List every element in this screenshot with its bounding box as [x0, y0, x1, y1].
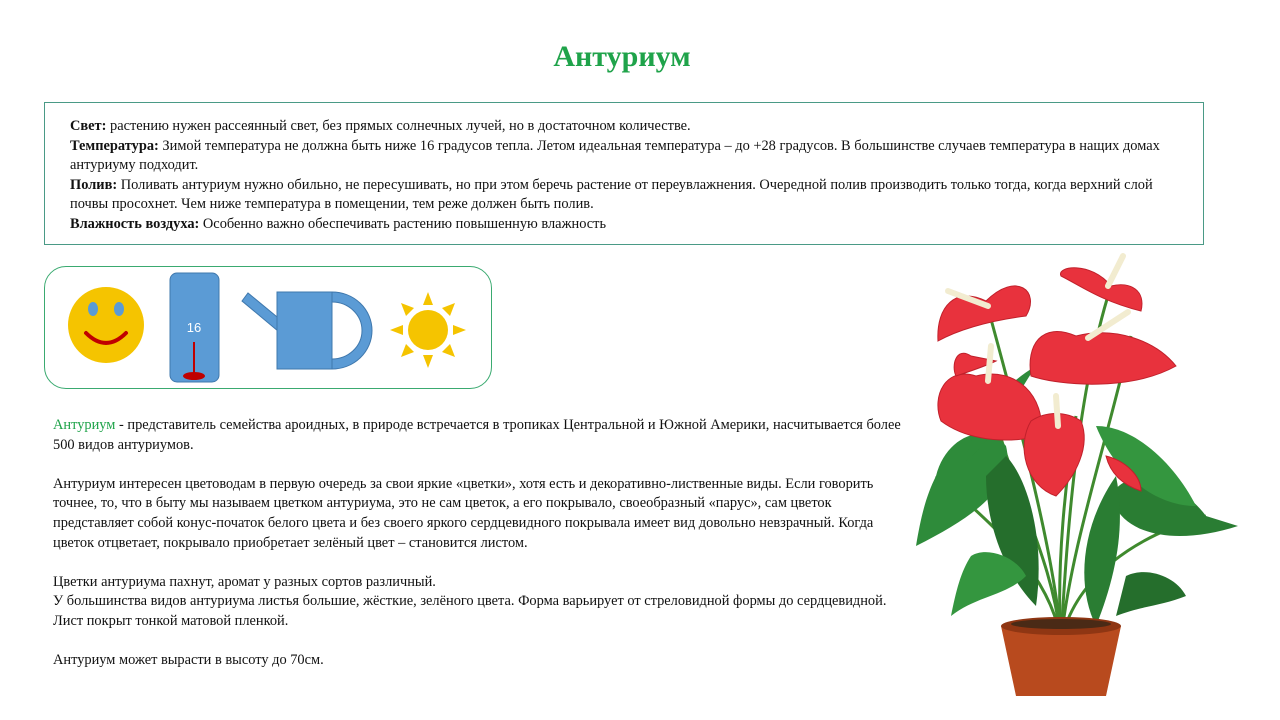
care-light — [70, 117, 1189, 137]
spathe — [938, 374, 1042, 440]
description — [53, 416, 913, 690]
light-label: Свет: — [70, 118, 107, 134]
scent-line: Цветки антуриума пахнут, аромат у разных сортов различный. — [53, 573, 436, 590]
light-text: растению нужен рассеянный свет, без прямых солнечных лучей, но в достаточном количестве. — [106, 118, 691, 134]
care-icons-panel — [44, 266, 492, 389]
page-title: Антуриум — [553, 40, 691, 73]
smiley-face-icon — [66, 285, 146, 365]
watering-can-icon — [240, 289, 375, 371]
care-watering — [70, 176, 1189, 215]
care-humidity — [70, 215, 1189, 235]
care-info-box — [44, 102, 1204, 245]
description-flowers: Антуриум интересен цветоводам в первую очередь за свои яркие «цветки», хотя есть и декоративно-лиственные виды. Если говорить точнее, то, что в быту мы называем цветком антуриума, это не сам цветок, а его покрывало, своеобразный «парус», сам цветок представляет собой конус-початок белого цвета и без своего яркого сердцевидного покрывала имеет вид довольно невзрачный. Когда цветок отцветает, покрывало приобретает зелёный цвет – становится листом. — [53, 475, 874, 551]
description-leaves — [53, 573, 913, 632]
watering-text: Поливать антуриум нужно обильно, не пересушивать, но при этом беречь растение от переувлажнения. Очередной полив производить только тогда, когда верхний слой почвы просохнет. Чем ниже температура в помещении, тем реже должен быть полив. — [70, 176, 1153, 213]
temperature-label: Температура: — [70, 137, 159, 154]
humidity-label: Влажность воздуха: — [70, 215, 200, 232]
intro-text: - представитель семейства ароидных, в природе встречается в тропиках Центральной и Южной Америки, насчитывается более 500 видов антуриумов. — [53, 417, 901, 453]
leaves-line: У большинства видов антуриума листья большие, жёсткие, зелёного цвета. Форма варьирует от стреловидной формы до сердцевидной. Лист покрыт тонкой матовой пленкой. — [53, 593, 887, 629]
plant-name-highlight: Антуриум — [53, 417, 116, 433]
spathe — [1030, 332, 1176, 385]
sun-icon — [388, 290, 468, 370]
description-height: Антуриум может вырасти в высоту до 70см. — [53, 652, 324, 669]
watering-label: Полив: — [70, 176, 118, 193]
thermometer-value: 16 — [186, 320, 202, 335]
description-intro — [53, 416, 913, 455]
temperature-text: Зимой температура не должна быть ниже 16 градусов тепла. Летом идеальная температура – до +28 градусов. В большинстве случаев температура в нащих домах антуриуму подходит. — [70, 137, 1160, 174]
flower-pot — [1001, 626, 1121, 696]
spathe — [1061, 268, 1142, 311]
leaf — [1116, 572, 1186, 616]
thermometer-icon — [169, 272, 221, 384]
anthurium-plant-image — [876, 246, 1246, 706]
humidity-text: Особенно важно обеспечивать растению повышенную влажность — [199, 215, 607, 232]
care-temperature — [70, 137, 1189, 176]
